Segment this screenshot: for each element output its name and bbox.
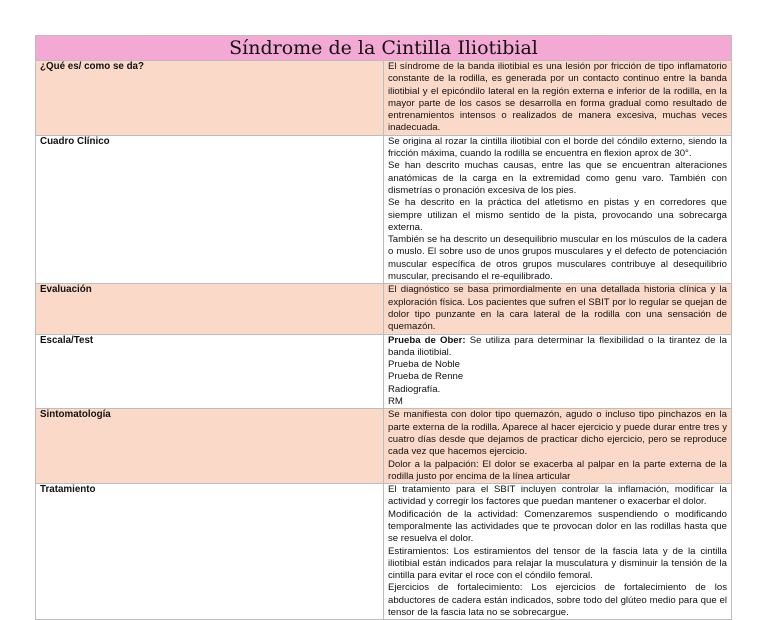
paragraph: Modificación de la actividad: Comenzaremos suspendiendo o modificando temporalmente las actividades que te provocan dolor en las rodillas hasta que se resuelva el dolor. [388, 508, 727, 545]
row-label-tratamiento: Tratamiento [36, 484, 384, 620]
row-label-sintomatologia: Sintomatología [36, 409, 384, 484]
paragraph: El síndrome de la banda iliotibial es una lesión por fricción de tipo inflamatorio constante de la rodilla, es generada por un contacto continuo entre la banda iliotibial y el epicóndilo lateral en la región externa e inferior de la rodilla, en la mayor parte de los casos se desarrolla en forma gradual como resultado de entrenamientos intensos o realizados de manera excesiva, muchas veces inadecuada. [388, 61, 727, 134]
row-content-que-es [384, 61, 732, 136]
syndrome-table [35, 35, 732, 620]
row-content-tratamiento [384, 484, 732, 620]
table-row [36, 61, 732, 136]
table-row [36, 409, 732, 484]
paragraph: También se ha descrito un desequilibrio muscular en los músculos de la cadera o muslo. El sobre uso de unos grupos musculares y el defecto de potenciación muscular específica de otros grupos musculares contribuye al desequilibrio muscular, precisando el re-equilibrado. [388, 234, 727, 283]
row-label-que-es: ¿Qué es/ como se da? [36, 61, 384, 136]
paragraph: Radiografía. [388, 383, 441, 395]
table-row [36, 284, 732, 334]
row-content-evaluacion [384, 284, 732, 334]
table-row [36, 484, 732, 620]
table-row [36, 135, 732, 284]
paragraph: Dolor a la palpación: El dolor se exacerba al palpar en la parte externa de la rodilla justo por encima de la línea articular [388, 458, 727, 482]
title-row [36, 36, 732, 61]
paragraph: El diagnóstico se basa primordialmente en una detallada historia clínica y la exploración física. Los pacientes que sufren el SBIT por lo regular se quejan de dolor tipo punzante en la cara lateral de la rodilla con una sensación de quemazón. [388, 284, 727, 333]
paragraph: Prueba de Noble [388, 359, 461, 371]
paragraph: Estiramientos: Los estiramientos del tensor de la fascia lata y de la cintilla iliotibial están indicados para relajar la musculatura y disminuir la tensión de la cintilla para evitar el roce con el cóndilo femoral. [388, 545, 727, 582]
paragraph: Se ha descrito en la práctica del atletismo en pistas y en corredores que siempre utilizan el mismo sentido de la pista, provocando una sobrecarga externa. [388, 197, 727, 233]
row-content-escala-test [384, 334, 732, 409]
paragraph: Se manifiesta con dolor tipo quemazón, agudo o incluso tipo pinchazos en la parte externa de la rodilla. Aparece al hacer ejercicio y puede durar entre tres y cuatro días desde que dejamos de practicar dicho ejercicio, pero se reproduce cada vez que hacemos ejercicio. [388, 409, 727, 458]
page-title: Síndrome de la Cintilla Iliotibial [36, 36, 732, 61]
paragraph: Se han descrito muchas causas, entre las que se encuentran alteraciones anatómicas de la carga en la extremidad como genu varo. También con dismetrías o pronación excesiva de los pies. [388, 160, 727, 196]
row-label-evaluacion: Evaluación [36, 284, 384, 334]
paragraph [388, 335, 727, 360]
paragraph: RM [388, 396, 403, 408]
paragraph: Prueba de Renne [388, 371, 464, 383]
document-sheet [35, 35, 732, 620]
ober-test-description: Se utiliza para determinar la flexibilidad o la tirantez de la banda iliotibial. [388, 334, 728, 358]
row-label-escala-test: Escala/Test [36, 334, 384, 409]
paragraph: El tratamiento para el SBIT incluyen controlar la inflamación, modificar la actividad y corregir los factores que puedan mantener o exacerbar el dolor. [388, 484, 727, 508]
row-label-cuadro-clinico: Cuadro Clínico [36, 135, 384, 284]
row-content-sintomatologia [384, 409, 732, 484]
table-row [36, 334, 732, 409]
row-content-cuadro-clinico [384, 135, 732, 284]
ober-test-name: Prueba de Ober: [388, 334, 466, 346]
paragraph: Se origina al rozar la cintilla iliotibial con el borde del cóndilo externo, siendo la fricción máxima, cuando la rodilla se encuentra en flexion aprox de 30°. [388, 135, 727, 160]
paragraph: Ejercicios de fortalecimiento: Los ejercicios de fortalecimiento de los abductores de cadera están indicados, sobre todo del glúteo medio para que el tensor de la fascia lata no se sobrecargue. [388, 582, 727, 619]
